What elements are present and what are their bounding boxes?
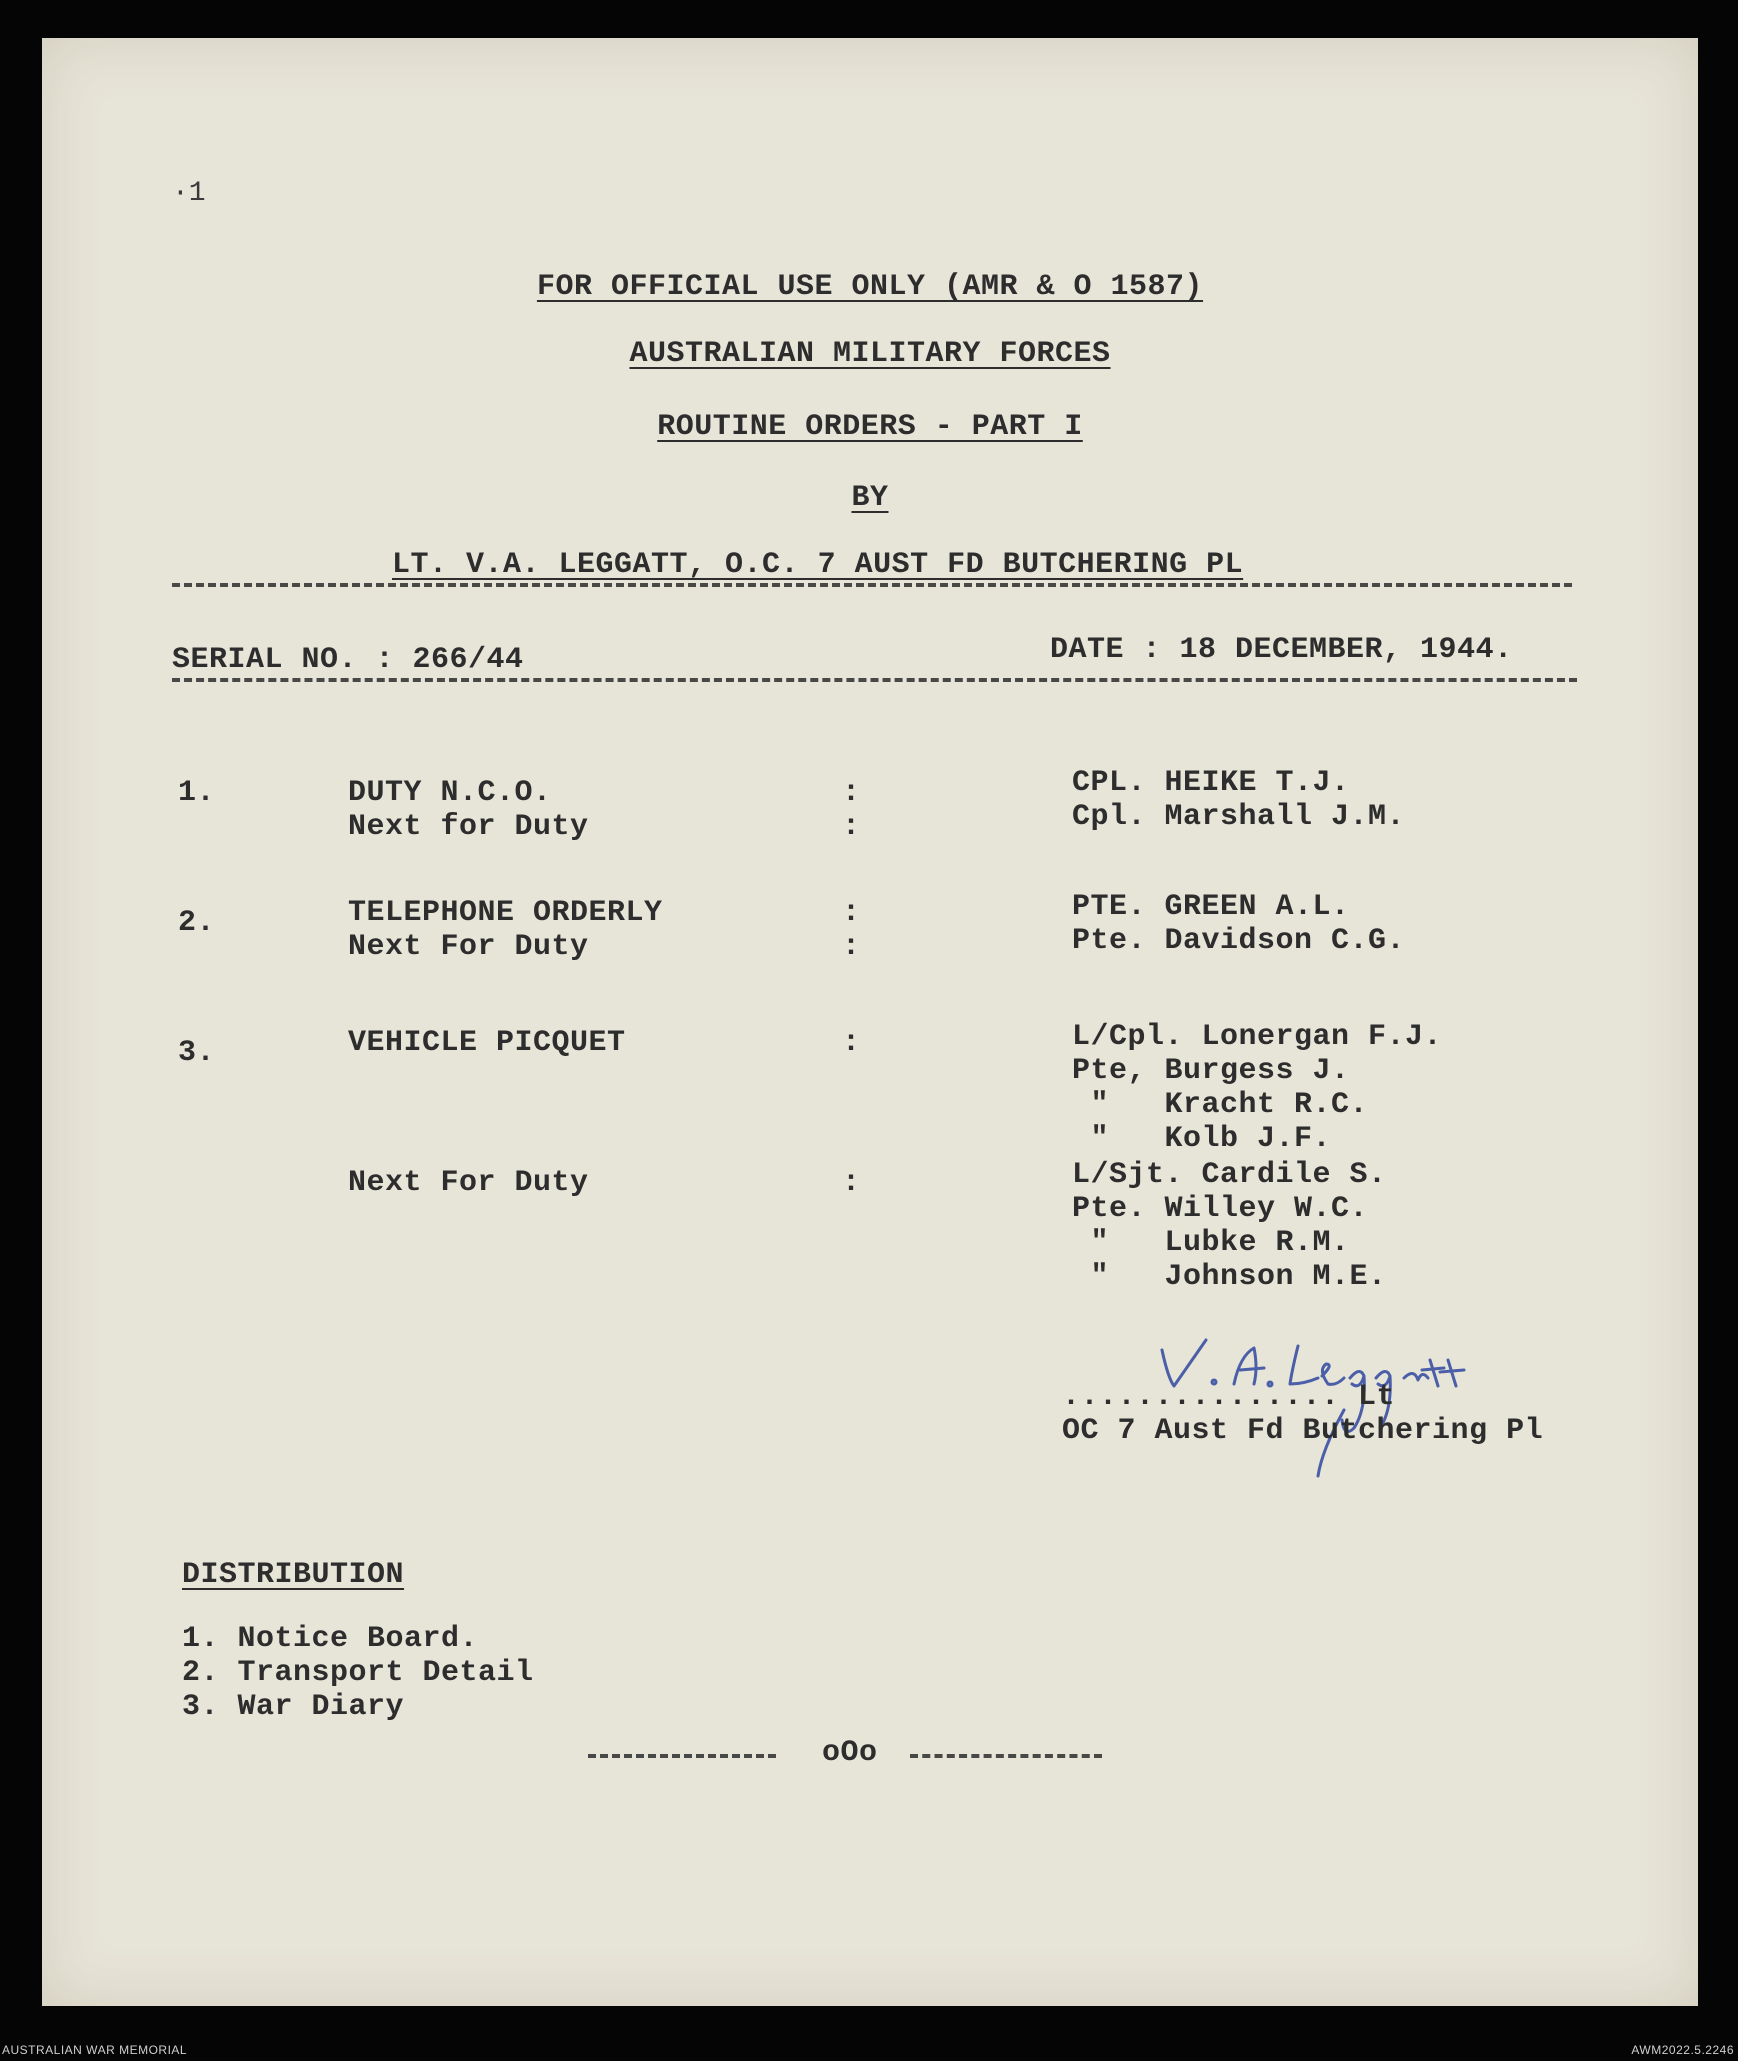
distribution-item: 2. Transport Detail (182, 1656, 534, 1690)
order-label: Next For Duty (348, 1166, 589, 1200)
order-name: L/Cpl. Lonergan F.J. (1072, 1020, 1443, 1054)
end-dash-left (588, 1754, 776, 1758)
document-page (42, 38, 1698, 2006)
order-label: DUTY N.C.O. (348, 776, 552, 810)
distribution-heading: DISTRIBUTION (182, 1558, 405, 1592)
officer-line: LT. V.A. LEGGATT, O.C. 7 AUST FD BUTCHERING PL (392, 548, 1244, 582)
end-dash-right (910, 1754, 1102, 1758)
order-colon: : (842, 896, 861, 930)
signature-dots: ............... Lt (1062, 1380, 1396, 1414)
order-name: " Kracht R.C. (1072, 1088, 1369, 1122)
order-colon: : (842, 1026, 861, 1060)
archive-credit: AUSTRALIAN WAR MEMORIAL (2, 2043, 188, 2057)
pencil-mark: ·1 (172, 178, 206, 209)
order-name: L/Sjt. Cardile S. (1072, 1158, 1387, 1192)
distribution-item: 1. Notice Board. (182, 1622, 479, 1656)
divider-top (172, 583, 1572, 587)
order-label: VEHICLE PICQUET (348, 1026, 626, 1060)
order-name: " Lubke R.M. (1072, 1226, 1350, 1260)
order-label: Next For Duty (348, 930, 589, 964)
signature-text: V.A. Leggatt (1122, 1300, 1130, 1301)
order-name: " Johnson M.E. (1072, 1260, 1387, 1294)
orders-title: ROUTINE ORDERS - PART I (657, 410, 1083, 444)
order-number: 1. (178, 776, 216, 810)
order-name: PTE. GREEN A.L. (1072, 890, 1350, 924)
order-name: CPL. HEIKE T.J. (1072, 766, 1350, 800)
order-name: Pte, Burgess J. (1072, 1054, 1350, 1088)
serial-number: SERIAL NO. : 266/44 (172, 643, 524, 677)
signature-title: OC 7 Aust Fd Butchering Pl (1062, 1414, 1544, 1448)
end-mark: oOo (822, 1736, 878, 1770)
order-colon: : (842, 930, 861, 964)
order-name: Pte. Davidson C.G. (1072, 924, 1406, 958)
order-number: 3. (178, 1036, 216, 1070)
order-colon: : (842, 1166, 861, 1200)
order-name: Cpl. Marshall J.M. (1072, 800, 1406, 834)
order-colon: : (842, 776, 861, 810)
organisation-line: AUSTRALIAN MILITARY FORCES (629, 337, 1111, 371)
archive-reference: AWM2022.5.2246 (1631, 2043, 1734, 2057)
classification-line: FOR OFFICIAL USE ONLY (AMR & O 1587) (536, 270, 1204, 304)
order-colon: : (842, 810, 861, 844)
divider-bottom (172, 678, 1577, 682)
distribution-item: 3. War Diary (182, 1690, 405, 1724)
by-line: BY (851, 481, 889, 515)
order-label: Next for Duty (348, 810, 589, 844)
order-label: TELEPHONE ORDERLY (348, 896, 663, 930)
order-date: DATE : 18 DECEMBER, 1944. (1050, 633, 1513, 667)
order-number: 2. (178, 906, 216, 940)
order-name: " Kolb J.F. (1072, 1122, 1332, 1156)
order-name: Pte. Willey W.C. (1072, 1192, 1369, 1226)
